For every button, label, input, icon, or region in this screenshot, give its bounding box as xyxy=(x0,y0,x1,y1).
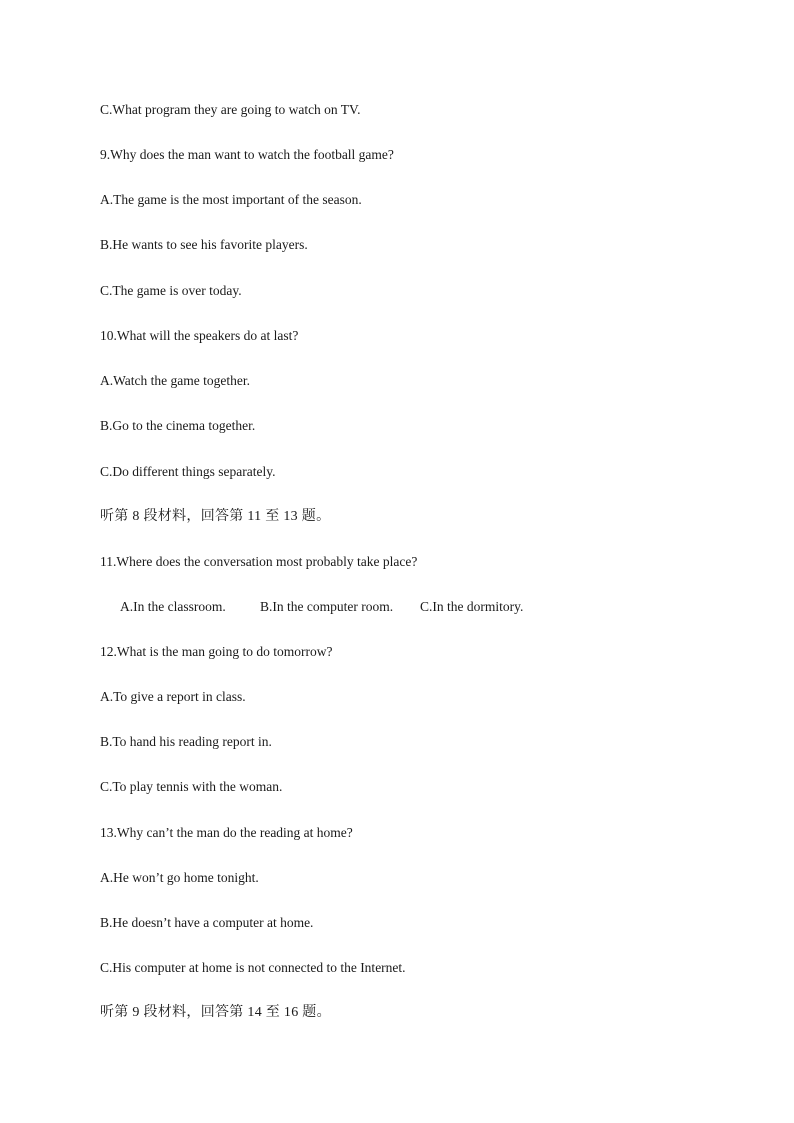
option-9c: C.The game is over today. xyxy=(100,283,242,298)
option-13c: C.His computer at home is not connected to the Internet. xyxy=(100,960,406,975)
question-9: 9.Why does the man want to watch the football game? xyxy=(100,147,394,162)
question-13: 13.Why can’t the man do the reading at home? xyxy=(100,825,353,840)
option-12c: C.To play tennis with the woman. xyxy=(100,779,283,794)
option-11a: A.In the classroom. xyxy=(120,599,226,614)
section-heading-9: 听第 9 段材料，回答第 14 至 16 题。 xyxy=(100,1005,331,1020)
question-10: 10.What will the speakers do at last? xyxy=(100,328,299,343)
option-13b: B.He doesn’t have a computer at home. xyxy=(100,915,314,930)
option-10a: A.Watch the game together. xyxy=(100,373,250,388)
option-11b: B.In the computer room. xyxy=(260,599,394,614)
option-10b: B.Go to the cinema together. xyxy=(100,418,256,433)
option-9a: A.The game is the most important of the season. xyxy=(100,192,362,207)
option-13a: A.He won’t go home tonight. xyxy=(100,870,259,885)
option-10c: C.Do different things separately. xyxy=(100,464,276,479)
option-12a: A.To give a report in class. xyxy=(100,689,246,704)
option-12b: B.To hand his reading report in. xyxy=(100,734,272,749)
question-11-options xyxy=(120,598,523,616)
section-heading-8: 听第 8 段材料，回答第 11 至 13 题。 xyxy=(100,509,331,524)
question-11: 11.Where does the conversation most probably take place? xyxy=(100,554,418,569)
option-9b: B.He wants to see his favorite players. xyxy=(100,237,308,252)
option-11c: C.In the dormitory. xyxy=(420,599,524,614)
option-8c: C.What program they are going to watch on TV. xyxy=(100,102,361,117)
question-12: 12.What is the man going to do tomorrow? xyxy=(100,644,333,659)
